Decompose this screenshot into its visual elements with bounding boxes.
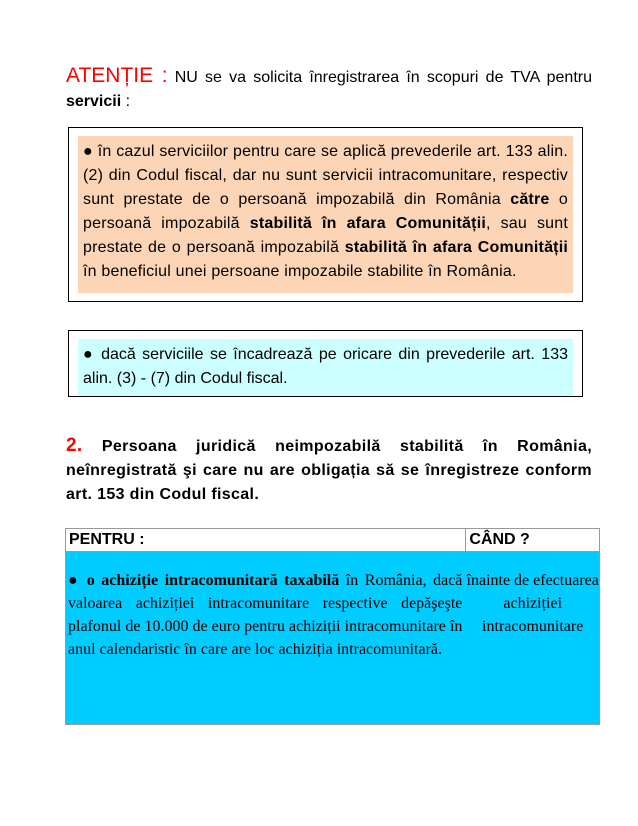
- table-row: [66, 552, 600, 725]
- header-pentru: PENTRU :: [66, 529, 466, 552]
- attention-paragraph: [66, 64, 592, 114]
- box1-bold-stabilita-2: stabilită în afara Comunității: [344, 239, 568, 256]
- attention-text-end: :: [121, 93, 131, 110]
- cell-cand: [466, 552, 600, 725]
- box1-bold-stabilita-1: stabilită în afara Comunității: [249, 215, 486, 232]
- box1-bold-catre: către: [510, 191, 550, 208]
- header-cand: CÂND ?: [466, 529, 600, 552]
- attention-text: NU se va solicita înregistrarea în scopuri de TVA pentru: [167, 69, 592, 86]
- section-2-heading: [66, 434, 592, 507]
- exception-box-1: [68, 127, 583, 302]
- box1-text-1: ● în cazul serviciilor pentru care se aplică prevederile art. 133 alin. (2) din Codul fiscal, dar nu sunt servicii intracomunitare, respectiv sunt prestate de o persoană impozabilă din România: [83, 143, 568, 208]
- attention-bold-servicii: servicii: [66, 93, 122, 110]
- cell-pentru-text: [66, 552, 465, 661]
- section-2-number: 2.: [66, 435, 83, 456]
- cell-bold-achizitie: o achiziție intracomunitară taxabilă: [86, 572, 340, 589]
- cell-cand-text: înainte de efectuarea achiziției intracomunitare: [466, 572, 599, 635]
- table-header-row: [66, 529, 600, 552]
- box1-text-2: o persoană impozabilă: [83, 191, 568, 232]
- box1-text-3: , sau sunt prestate de o persoană impozabilă: [83, 215, 569, 256]
- cell-pentru: [66, 552, 466, 725]
- exception-box-2-text: ● dacă serviciile se încadrează pe oricare din prevederile art. 133 alin. (3) - (7) din Codul fiscal.: [78, 339, 573, 396]
- cell-bullet: ●: [68, 572, 87, 589]
- section-2-title: Persoana juridică neimpozabilă stabilită în România, neînregistrată şi care nu are obligația să se înregistreze conform art. 153 din Codul fiscal.: [66, 438, 592, 503]
- conditions-table: [65, 528, 600, 725]
- box1-text-4: în beneficiul unei persoane impozabile stabilite în România.: [83, 263, 517, 280]
- exception-box-1-text: [78, 136, 573, 289]
- cell-text-rest: în România, dacă valoarea achiziției intracomunitare respective depăşeşte plafonul de 10.000 de euro pentru achiziții intracomunitare în anul calendaristic în care are loc achiziția intracomunitară.: [68, 572, 463, 658]
- attention-heading: ATENȚIE :: [66, 64, 168, 87]
- exception-box-2: [68, 330, 583, 397]
- box1-shading-bar: [78, 289, 573, 293]
